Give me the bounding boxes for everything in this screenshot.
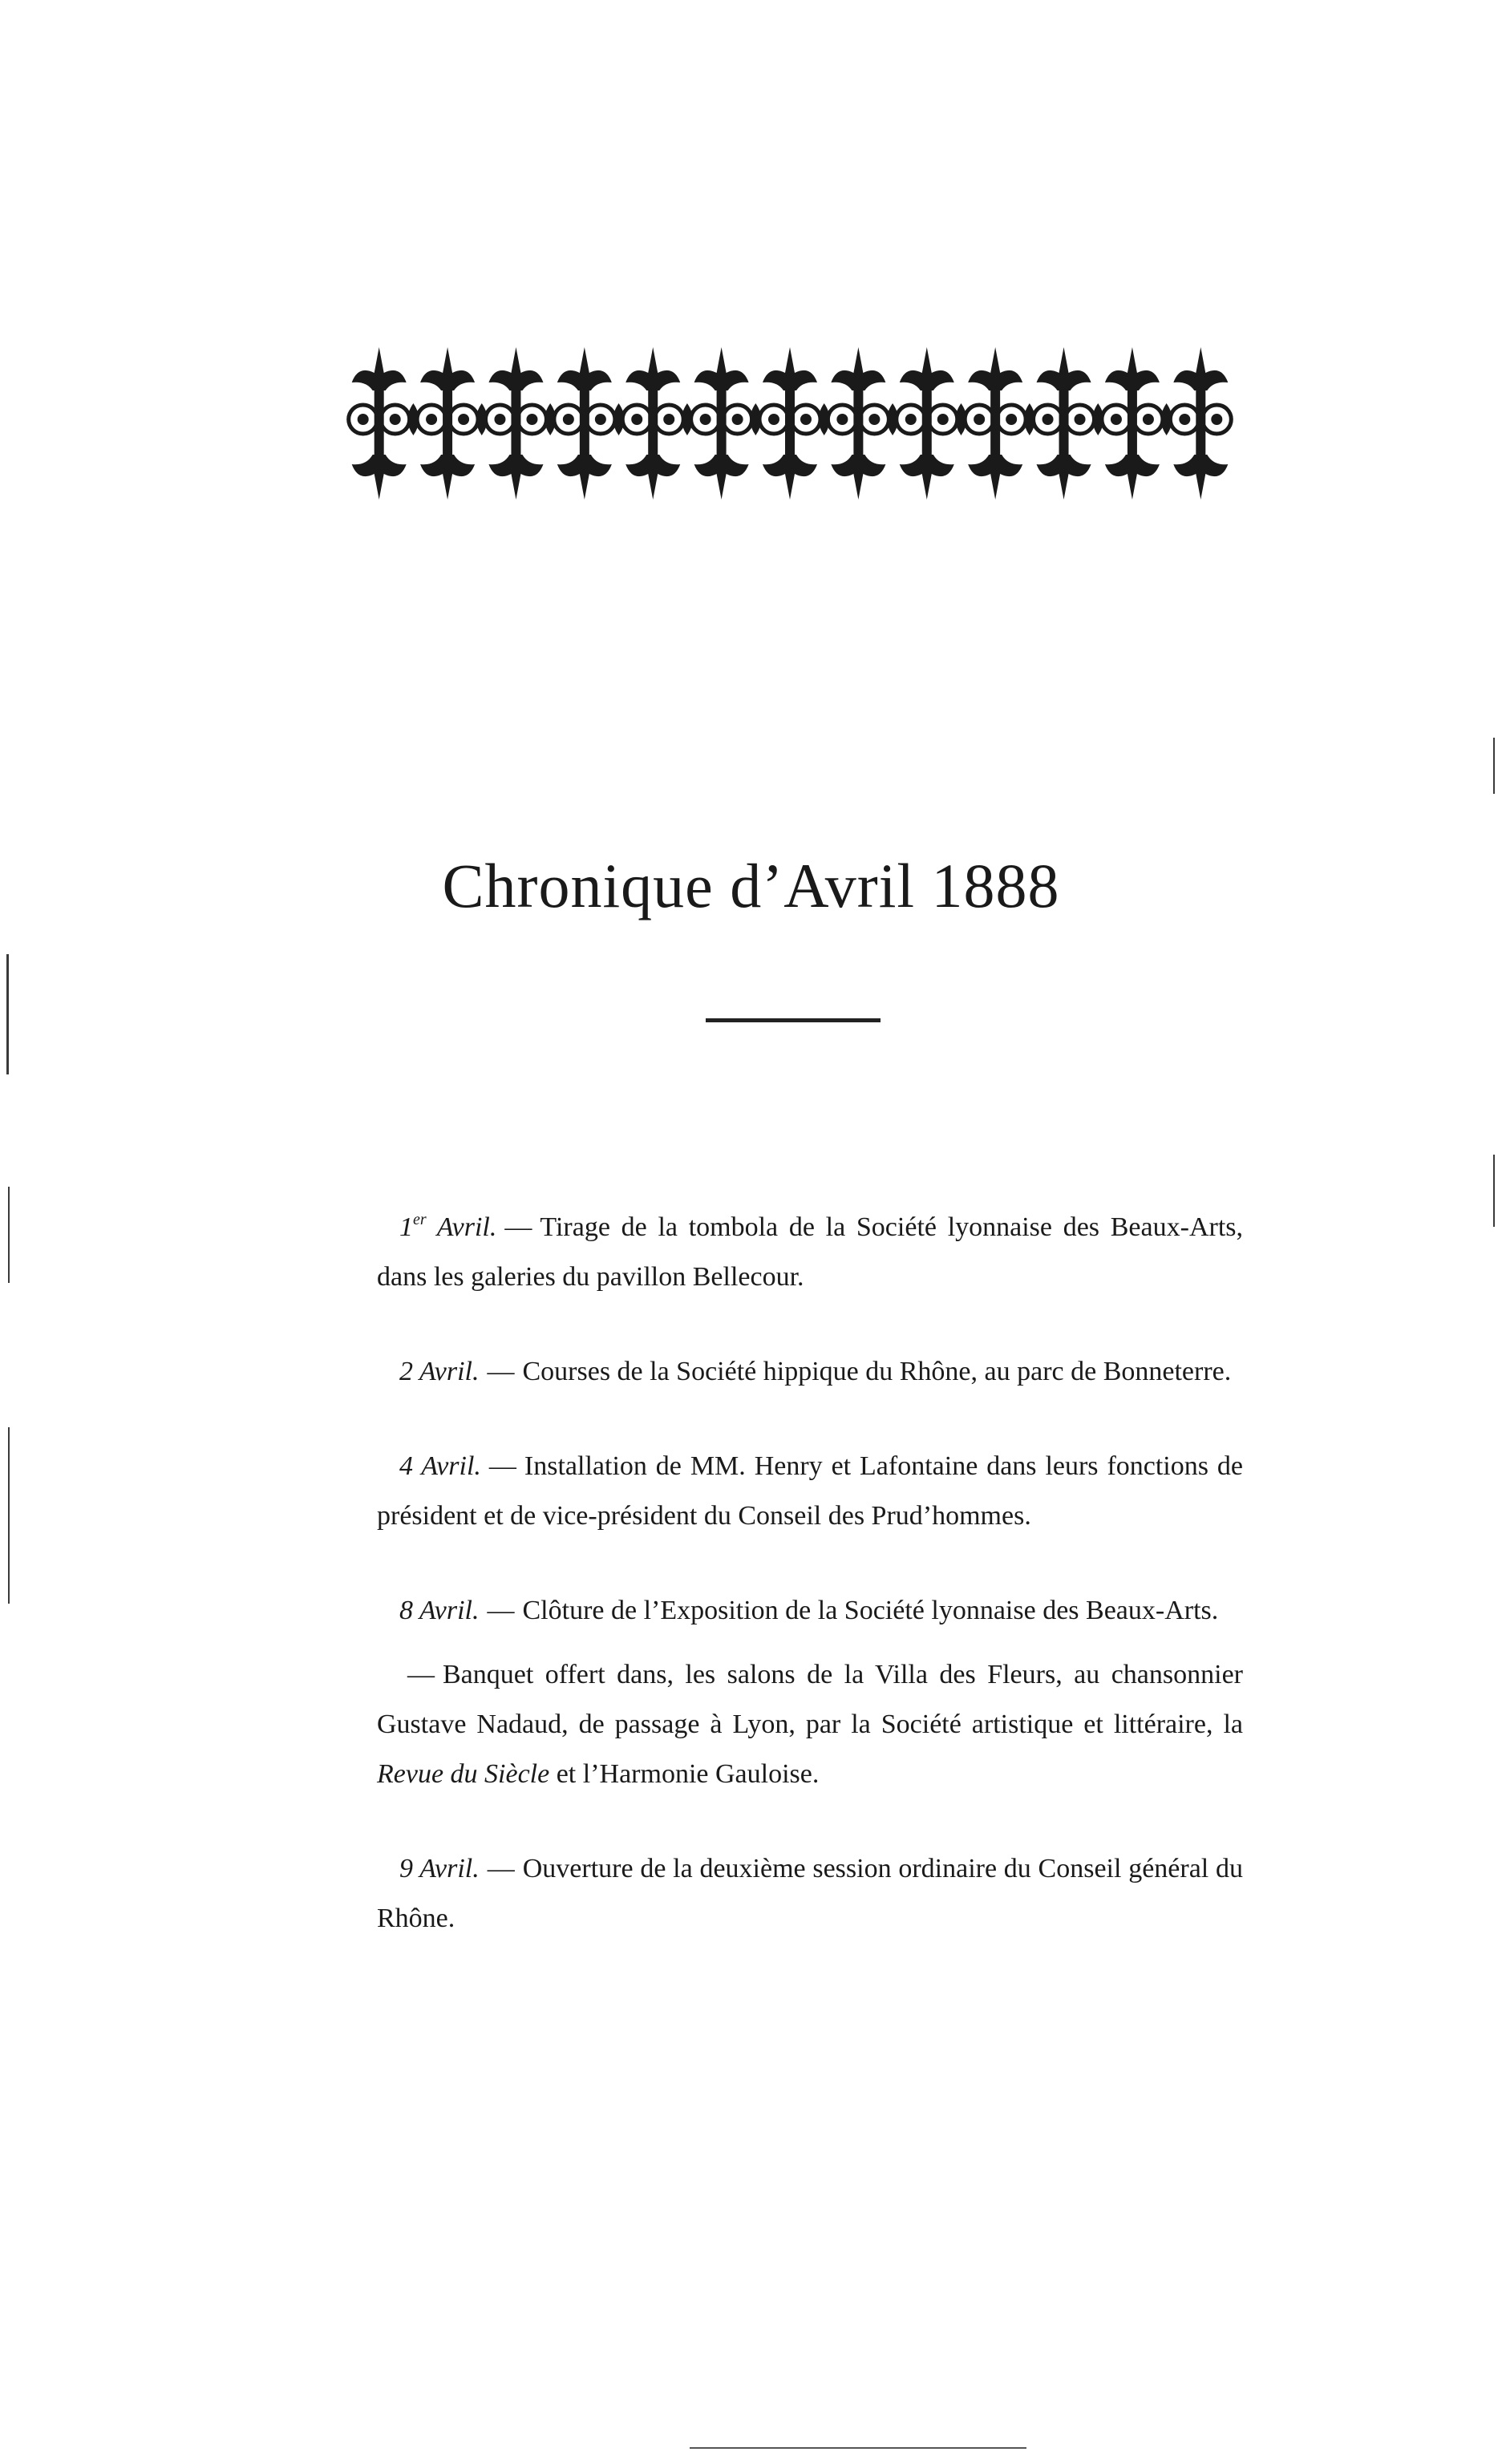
scan-edge-mark: [1493, 738, 1495, 794]
entry-dash: —: [487, 1357, 515, 1386]
entry-date: 1er Avril.: [399, 1211, 497, 1242]
entry-dash: —: [488, 1451, 516, 1481]
entry-text-italic: Revue du Siècle: [377, 1759, 550, 1789]
entry-text: Banquet offert dans, les salons de la Villa des Fleurs, au chansonnier Gustave Nadaud, de passage à Lyon, par la Société artistique et littéraire, la: [377, 1660, 1243, 1739]
entry-text: Installation de MM. Henry et Lafontaine dans leurs fonctions de président et de vice-président du Conseil des Prud’hommes.: [377, 1451, 1243, 1531]
title-divider: [706, 1018, 881, 1022]
chronicle-entry-continuation: [377, 1650, 1243, 1799]
scan-edge-mark: [6, 954, 9, 1074]
entry-date: 2 Avril.: [399, 1357, 480, 1386]
entry-date: 4 Avril.: [399, 1451, 481, 1481]
scan-edge-mark: [8, 1187, 10, 1283]
entry-date: 9 Avril.: [399, 1854, 480, 1883]
chronicle-entry: [377, 1347, 1243, 1397]
entry-text: Courses de la Société hippique du Rhône, au parc de Bonneterre.: [522, 1357, 1232, 1386]
entry-dash: —: [487, 1596, 515, 1625]
page-bottom-rule: [690, 2447, 1026, 2449]
chronicle-entry: [377, 1442, 1243, 1541]
entry-dash: —: [407, 1660, 435, 1689]
entry-date: 8 Avril.: [399, 1596, 480, 1625]
chronicle-entry: [377, 1195, 1243, 1302]
scan-edge-mark: [1493, 1155, 1495, 1227]
entry-dash: —: [487, 1854, 515, 1883]
chronicle-entries: [377, 1195, 1243, 1989]
entry-text: Clôture de l’Exposition de la Société lyonnaise des Beaux-Arts.: [522, 1596, 1219, 1625]
scan-edge-mark: [8, 1427, 10, 1604]
entry-text: et l’Harmonie Gauloise.: [549, 1759, 820, 1789]
fleuron-ornament-icon: [345, 341, 1235, 505]
ornamental-header-band: [345, 341, 1235, 505]
chronicle-entry: [377, 1586, 1243, 1636]
chronicle-entry: [377, 1844, 1243, 1944]
entry-text: Ouverture de la deuxième session ordinaire du Conseil général du Rhône.: [377, 1854, 1243, 1933]
entry-text: Tirage de la tombola de la Société lyonnaise des Beaux-Arts, dans les galeries du pavillon Bellecour.: [377, 1212, 1243, 1292]
entry-dash: —: [504, 1212, 532, 1242]
page-title: Chronique d’Avril 1888: [442, 851, 1060, 921]
